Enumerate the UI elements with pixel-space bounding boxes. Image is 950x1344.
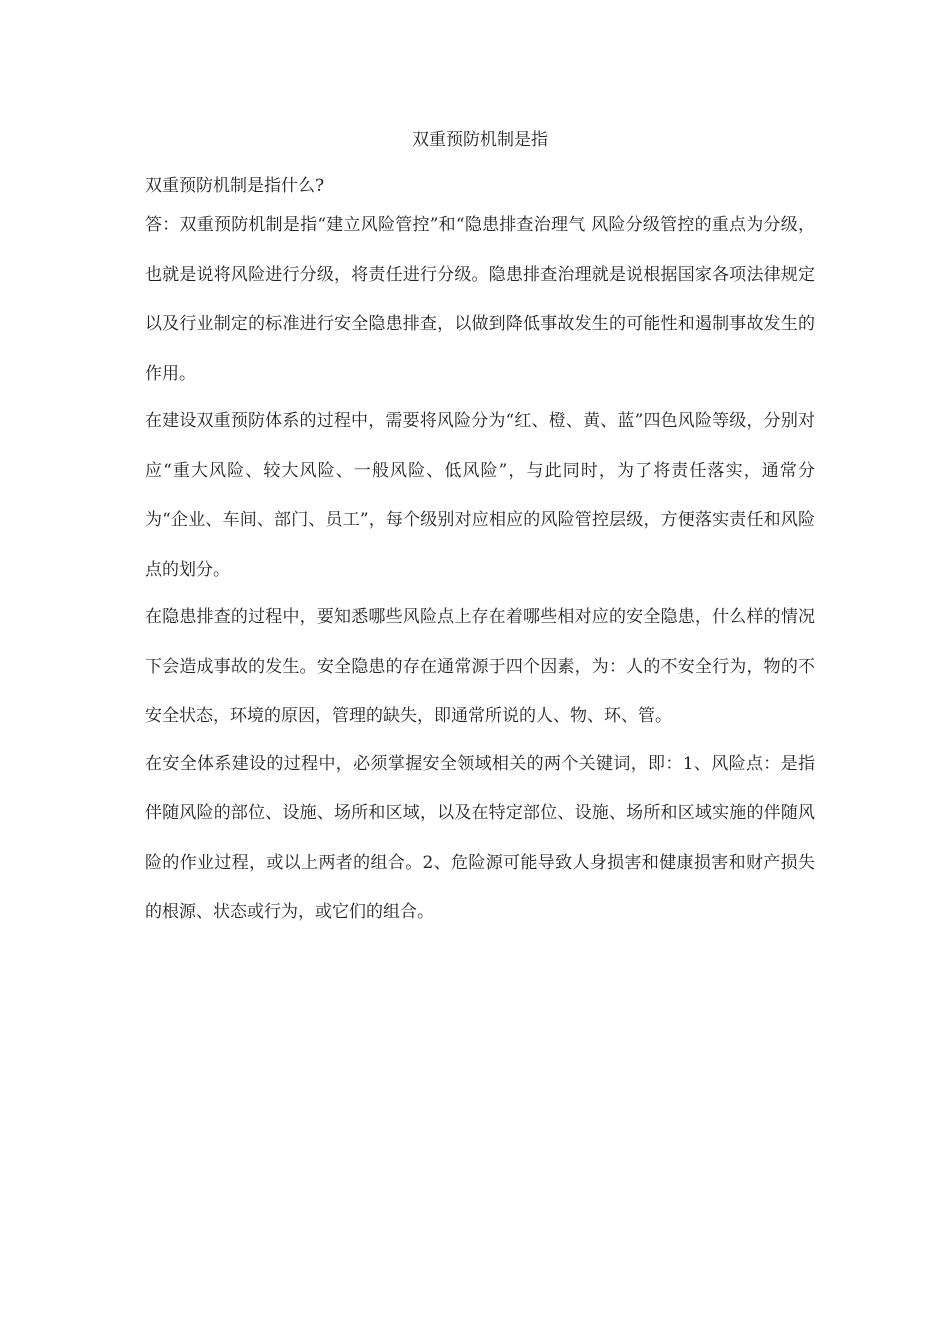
- paragraph-key-terms: 在安全体系建设的过程中，必须掌握安全领域相关的两个关键词，即：1、风险点：是指伴随风险的部位、设施、场所和区域，以及在特定部位、设施、场所和区域实施的伴随风险的作业过程，或以上两者的组合。2、危险源可能导致人身损害和健康损害和财产损失的根源、状态或行为，或它们的组合。: [145, 753, 815, 922]
- paragraph-answer: 答：双重预防机制是指“建立风险管控”和“隐患排查治理气 风险分级管控的重点为分级，也就是说将风险进行分级，将责任进行分级。隐患排查治理就是说根据国家各项法律规定以及行业制定的标准进行安全隐患排查，以做到降低事故发生的可能性和遏制事故发生的作用。: [145, 215, 815, 384]
- paragraph-risk-levels: 在建设双重预防体系的过程中，需要将风险分为“红、橙、黄、蓝”四色风险等级，分别对应“重大风险、较大风险、一般风险、低风险”，与此同时，为了将责任落实，通常分为“企业、车间、部门、员工”，每个级别对应相应的风险管控层级，方便落实责任和风险点的划分。: [145, 411, 815, 580]
- document-page: [145, 128, 815, 938]
- question-line: 双重预防机制是指什么?: [145, 176, 325, 196]
- document-title: 双重预防机制是指: [412, 130, 548, 150]
- paragraph-hazard-investigation: 在隐患排查的过程中，要知悉哪些风险点上存在着哪些相对应的安全隐患，什么样的情况下会造成事故的发生。安全隐患的存在通常源于四个因素，为：人的不安全行为，物的不安全状态，环境的原因，管理的缺失，即通常所说的人、物、环、管。: [145, 607, 815, 726]
